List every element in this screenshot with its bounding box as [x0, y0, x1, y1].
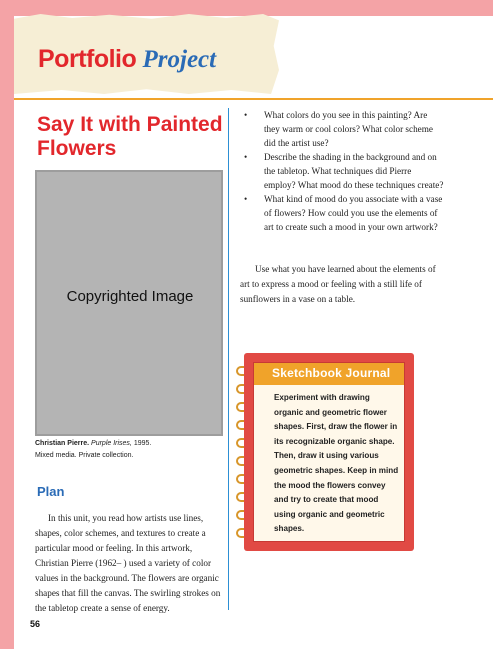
plan-heading: Plan — [37, 484, 65, 499]
bullet-icon: • — [244, 152, 248, 162]
page — [14, 0, 493, 649]
artwork-caption — [35, 438, 225, 462]
question-text: What kind of mood do you associate with a vase of flowers? How could you use the elements of art to create such a mood in your own artwork? — [264, 194, 443, 232]
journal-title: Sketchbook Journal — [272, 366, 391, 380]
banner-title — [38, 44, 216, 75]
journal-card — [253, 362, 405, 542]
caption-credit: Christian Pierre. — [35, 440, 90, 447]
section-title: Say It with Painted Flowers — [37, 113, 223, 160]
instruction-text: Use what you have learned about the elements of art to express a mood or feeling with a still life of sunflowers in a vase on a table. — [240, 264, 436, 304]
header-rule — [14, 98, 493, 100]
question-item — [240, 150, 444, 192]
journal-text: Experiment with drawing organic and geometric flower shapes. First, draw the flower in its recognizable organic shape. Then, draw it using various geometric shapes. Keep in mind the mood the flowers convey and try to create that mood using organic and geometric shapes. — [274, 393, 399, 534]
question-text: What colors do you see in this painting? Are they warm or cool colors? What color scheme did the artist use? — [264, 110, 433, 148]
bullet-icon: • — [244, 194, 248, 204]
question-list — [240, 108, 444, 234]
caption-title: Purple Irises, — [91, 440, 132, 447]
column-divider — [228, 108, 229, 610]
top-band — [14, 0, 493, 16]
caption-detail: Mixed media. Private collection. — [35, 452, 134, 459]
banner-title-part2: Project — [142, 46, 217, 73]
question-item — [240, 108, 444, 150]
question-item — [240, 192, 444, 234]
banner-title-part1: Portfolio — [38, 45, 137, 73]
bullet-icon: • — [244, 110, 248, 120]
copyright-label: Copyrighted Image — [66, 288, 194, 305]
question-text: Describe the shading in the background and on the tabletop. What techniques did Pierre employ? What mood do these techniques create? — [264, 152, 444, 190]
journal-header — [254, 363, 404, 385]
caption-year: 1995. — [131, 440, 152, 447]
sketchbook-journal — [244, 353, 414, 551]
page-number: 56 — [30, 619, 41, 629]
plan-text: In this unit, you read how artists use lines, shapes, color schemes, and textures to create a particular mood or feeling. In this artwork, Christian Pierre (1962– ) used a variety of color values in the background. The flowers are organic shapes that fill the canvas. The swirling strokes on the tabletop create a sense of energy. — [35, 513, 221, 613]
artwork-image — [35, 170, 223, 436]
